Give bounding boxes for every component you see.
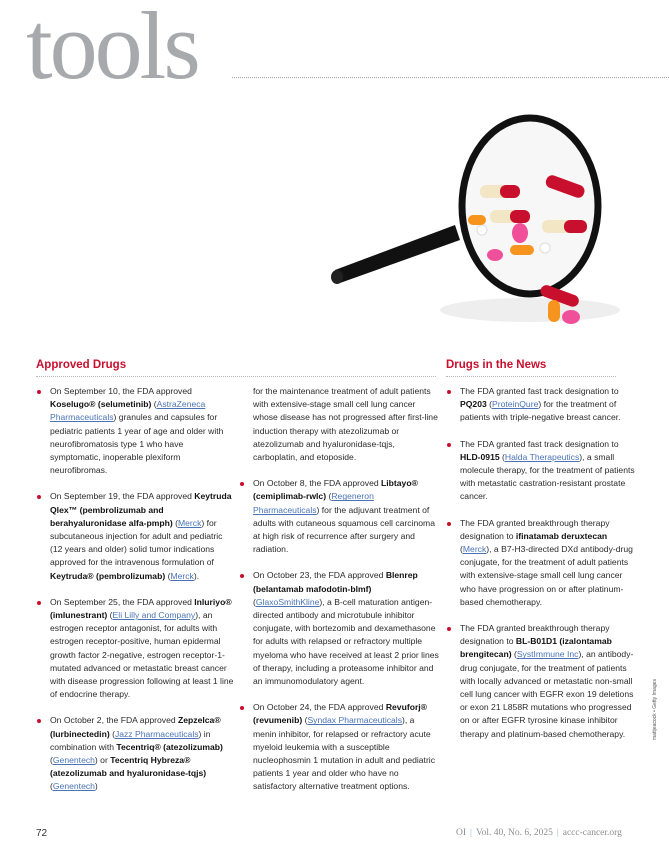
list-item xyxy=(446,438,636,504)
list-item xyxy=(239,701,439,793)
item-text: for the maintenance treatment of adult patients with extensive-stage small cell lung cancer whose disease has not progressed after first-line induction therapy with atezolizumab or atezolizumab and hyaluronidase-tqjs, carboplatin, and etoposide. xyxy=(253,386,438,463)
item-text: ( xyxy=(486,399,493,410)
approved-drugs-column-1 xyxy=(36,385,236,807)
list-item xyxy=(36,490,236,582)
item-text: The FDA granted breakthrough therapy designation to xyxy=(460,623,610,647)
bullet-icon xyxy=(447,627,451,631)
drugs-in-news-divider xyxy=(446,376,616,377)
company-link[interactable]: Regeneron Pharmaceuticals xyxy=(253,491,374,515)
list-item xyxy=(36,714,236,793)
drug-name: Inluriyo® (imlunestrant) xyxy=(50,596,232,621)
approved-drugs-heading: Approved Drugs xyxy=(36,359,127,371)
drug-name: BL-B01D1 (izalontamab brengitecan) xyxy=(460,636,612,660)
item-text: ), a small molecule therapy, for the treatment of patients with metastatic castration-resistant prostate cancer. xyxy=(460,451,635,502)
item-text: On October 24, the FDA approved xyxy=(253,702,386,713)
title-divider xyxy=(232,77,669,78)
bullet-icon xyxy=(37,390,41,394)
list-item-continued xyxy=(239,385,439,464)
approved-drugs-divider xyxy=(36,376,436,377)
company-link[interactable]: SystImmune Inc xyxy=(516,649,579,660)
item-text: ) in combination with xyxy=(50,728,211,752)
bullet-icon xyxy=(240,574,244,578)
item-text: ( xyxy=(460,544,463,555)
bullet-icon xyxy=(37,601,41,605)
item-text: On October 8, the FDA approved xyxy=(253,478,382,489)
publication-name: OI xyxy=(456,828,467,838)
company-link[interactable]: Merck xyxy=(462,544,487,555)
drug-name: Libtayo® (cemiplimab-rwlc) xyxy=(253,478,418,502)
item-text: On September 10, the FDA approved xyxy=(50,386,192,396)
item-text: ( xyxy=(172,517,178,528)
list-item xyxy=(239,569,439,688)
list-item xyxy=(36,385,236,477)
drug-name: Tecentriq Hybreza® (atezolizumab and hyaluronidase-tqjs) xyxy=(50,755,207,779)
approved-drugs-column-2 xyxy=(239,385,439,807)
company-link[interactable]: Eli Lilly and Company xyxy=(112,610,196,621)
item-text: ( xyxy=(302,715,308,726)
drug-name: Tecentriq® (atezolizumab) xyxy=(116,741,223,752)
item-text: ( xyxy=(151,399,157,410)
item-text: ) xyxy=(94,781,98,792)
company-link[interactable]: Genentech xyxy=(52,755,95,766)
item-text: ( xyxy=(326,491,332,502)
item-text: ), an estrogen receptor antagonist, for adults with estrogen receptor-positive, human epidermal growth factor 2-negative, estrogen receptor-1-mutated advanced or metastatic breast cancer with disease progression following at least 1 line of endocrine therapy. xyxy=(50,610,234,700)
website[interactable]: accc-cancer.org xyxy=(562,828,622,838)
company-link[interactable]: Halda Therapeutics xyxy=(504,451,580,462)
bullet-icon xyxy=(240,482,244,486)
item-text: The FDA granted fast track designation to xyxy=(460,386,619,396)
item-text: On October 23, the FDA approved xyxy=(253,570,386,581)
item-text: ) for the adjuvant treatment of adults with cutaneous squamous cell carcinoma at high risk of recurrence after surgery and radiation. xyxy=(253,504,435,555)
company-link[interactable]: Genentech xyxy=(52,781,95,792)
company-link[interactable]: Syndax Pharmaceuticals xyxy=(307,715,403,726)
item-text: ( xyxy=(109,728,115,739)
item-text: ) or xyxy=(94,755,111,766)
item-text: On October 2, the FDA approved xyxy=(50,715,179,726)
bullet-icon xyxy=(447,443,451,447)
company-link[interactable]: ProteinQure xyxy=(492,399,539,410)
bullet-icon xyxy=(240,706,244,710)
item-text: ( xyxy=(165,570,171,581)
company-link[interactable]: AstraZeneca Pharmaceuticals xyxy=(50,399,206,423)
list-item xyxy=(446,517,636,609)
bullet-icon xyxy=(447,522,451,526)
drug-name: ifinatamab deruxtecan xyxy=(515,530,608,541)
item-text: ) for the treatment of patients with triple-negative breast cancer. xyxy=(460,399,621,423)
item-text: ( xyxy=(50,781,53,792)
item-text: On September 19, the FDA approved xyxy=(50,491,195,502)
drugs-in-news-heading: Drugs in the News xyxy=(446,359,547,371)
company-link[interactable]: Jazz Pharmaceuticals xyxy=(114,728,199,739)
drug-name: Koselugo® (selumetinib) xyxy=(50,399,152,410)
page-number: 72 xyxy=(36,828,48,839)
issue-info: Vol. 40, No. 6, 2025 xyxy=(475,828,553,838)
company-link[interactable]: Merck xyxy=(170,570,194,581)
item-text: ( xyxy=(50,755,53,766)
drug-name: Keytruda® (pembrolizumab) xyxy=(50,570,166,581)
company-link[interactable]: GlaxoSmithKline xyxy=(255,596,320,607)
item-text: ). xyxy=(193,570,200,581)
list-item xyxy=(446,622,636,741)
drug-name: HLD-0915 xyxy=(460,451,500,462)
drug-name: Keytruda Qlex™ (pembrolizumab and berahyaluronidase alfa-pmph) xyxy=(50,491,232,528)
list-item xyxy=(239,477,439,556)
item-text: ), a menin inhibitor, for relapsed or refractory acute myeloid leukemia with a susceptible nucleophosmin 1 mutation in adult and pediatric patients 1 year and older who have no satisfactory alternative treatment options. xyxy=(253,715,436,792)
item-text: ), a B7-H3-directed DXd antibody-drug conjugate, for the treatment of adult patients with extensive-stage small cell lung cancer who have progression on or after platinum-based chemotherapy. xyxy=(460,544,633,607)
list-item xyxy=(446,385,636,425)
bullet-icon xyxy=(447,390,451,394)
item-text: ( xyxy=(511,649,517,660)
drug-name: Zepzelca® (lurbinectedin) xyxy=(50,715,221,739)
section-title: tools xyxy=(26,0,198,99)
item-text: ) for subcutaneous injection for adult and pediatric (12 years and older) solid tumor indications approved for the intravenous formulation of xyxy=(50,517,223,568)
item-text: ) granules and capsules for pediatric patients 1 year of age and older with neurofibromatosis type 1 who have symptomatic, inoperable plexiform neurofibromas. xyxy=(50,412,224,476)
list-item xyxy=(36,596,236,702)
drug-name: Blenrep (belantamab mafodotin-blmf) xyxy=(253,570,418,594)
item-text: ), an antibody-drug conjugate, for the treatment of patients with locally advanced or metastatic non-small cell lung cancer with EGFR exon 19 deletions or exon 21 L858R mutations who progressed on or after EGFR tyrosine kinase inhibitor therapy and platinum-based chemotherapy. xyxy=(460,649,634,739)
item-text: The FDA granted fast track designation to xyxy=(460,438,619,449)
drug-name: PQ203 xyxy=(460,399,487,410)
item-text: On September 25, the FDA approved xyxy=(50,596,195,607)
magnifying-glass-pills-photo xyxy=(320,105,620,345)
photo-credit: mattjeacock • Getty Images xyxy=(652,679,658,740)
separator: | xyxy=(470,828,472,838)
bullet-icon xyxy=(37,719,41,723)
company-link[interactable]: Merck xyxy=(177,517,202,528)
bullet-icon xyxy=(37,495,41,499)
item-text: ( xyxy=(499,451,505,462)
item-text: ( xyxy=(253,596,256,607)
separator: | xyxy=(556,828,559,838)
footer xyxy=(456,828,622,838)
drugs-in-news-column xyxy=(446,385,636,754)
item-text: The FDA granted breakthrough therapy designation to xyxy=(460,517,610,541)
drug-name: Revuforj® (revumenib) xyxy=(253,702,428,726)
item-text: ( xyxy=(107,610,113,621)
item-text: ), a B-cell maturation antigen-directed antibody and microtubule inhibitor conjugate, with bortezomib and dexamethasone for adults with relapsed or refractory multiple myeloma who have received at least 2 prior lines of therapy, including a proteasome inhibitor and an immunomodulatory agent. xyxy=(253,596,439,687)
